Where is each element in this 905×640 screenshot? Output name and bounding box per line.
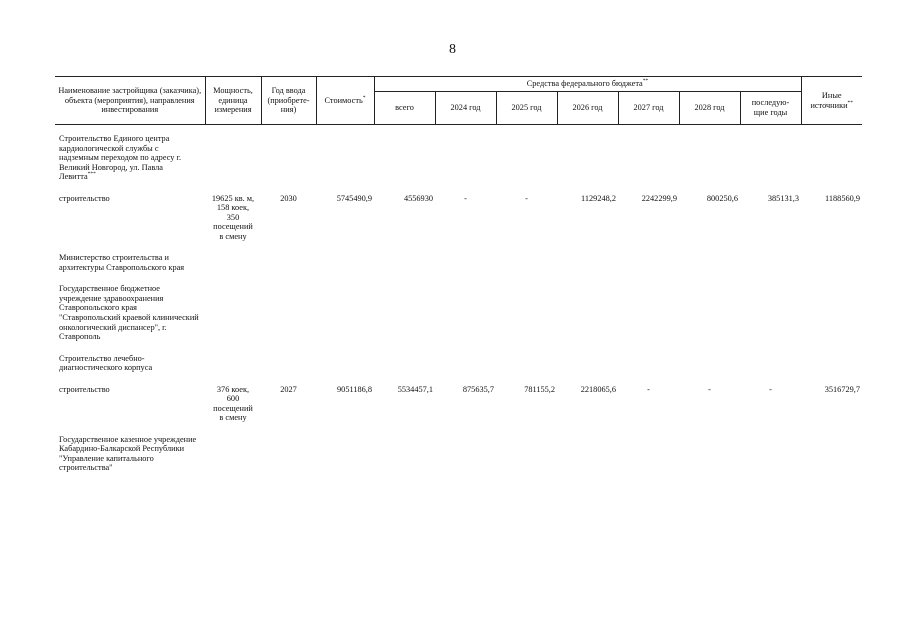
header-next-years: последую- щие годы bbox=[740, 92, 801, 125]
table-row bbox=[55, 134, 862, 182]
table-header bbox=[55, 77, 862, 125]
header-total: всего bbox=[374, 92, 435, 125]
y2025-cell: 781155,2 bbox=[524, 384, 555, 394]
table-row bbox=[55, 253, 862, 272]
header-2026: 2026 год bbox=[557, 92, 618, 125]
y2024-cell: - bbox=[464, 193, 467, 203]
header-year: Год ввода (приобрете- ния) bbox=[261, 77, 316, 125]
y2027-cell: 2242299,9 bbox=[641, 193, 677, 203]
header-2025: 2025 год bbox=[496, 92, 557, 125]
y2024-cell: 875635,7 bbox=[462, 384, 494, 394]
table-row bbox=[55, 354, 862, 373]
investment-table bbox=[55, 76, 862, 473]
y2025-cell: - bbox=[525, 193, 528, 203]
direction-name: строительство bbox=[59, 193, 110, 203]
next-years-cell: - bbox=[769, 384, 772, 394]
object-title: Строительство лечебно-диагностического корпуса bbox=[59, 353, 153, 373]
y2026-cell: 2218065,6 bbox=[580, 384, 616, 394]
header-name: Наименование застройщика (заказчика), объекта (мероприятия), направления инвестирования bbox=[55, 77, 205, 125]
header-2028: 2028 год bbox=[679, 92, 740, 125]
institution-name: Государственное казенное учреждение Кабардино-Балкарской Республики "Управление капитального строительства" bbox=[59, 434, 197, 473]
header-cost: Стоимость* bbox=[316, 77, 374, 125]
y2026-cell: 1129248,2 bbox=[581, 193, 616, 203]
other-sources-cell: 1188560,9 bbox=[825, 193, 860, 203]
header-2024: 2024 год bbox=[435, 92, 496, 125]
table-row bbox=[55, 435, 862, 473]
next-years-cell: 385131,3 bbox=[767, 193, 799, 203]
header-2027: 2027 год bbox=[618, 92, 679, 125]
other-sources-cell: 3516729,7 bbox=[824, 384, 860, 394]
capacity-cell: 19625 кв. м, 158 коек, 350 посещений в смену bbox=[211, 193, 255, 241]
total-cell: 4556930 bbox=[403, 193, 433, 203]
object-title: Строительство Единого центра кардиологической службы с надземным переходом по адресу г. Великий Новгород, ул. Павла Левитта*** bbox=[59, 134, 182, 182]
table-row bbox=[55, 385, 862, 423]
year-cell: 2027 bbox=[280, 384, 297, 394]
header-capacity: Мощность, единица измерения bbox=[205, 77, 261, 125]
direction-name: строительство bbox=[59, 384, 110, 394]
ministry-name: Министерство строительства и архитектуры Ставропольского края bbox=[59, 253, 185, 272]
y2027-cell: - bbox=[647, 384, 650, 394]
year-cell: 2030 bbox=[280, 193, 297, 203]
capacity-cell: 376 коек, 600 посещений в смену bbox=[213, 384, 253, 423]
cost-cell: 5745490,9 bbox=[336, 193, 372, 203]
y2028-cell: - bbox=[708, 384, 711, 394]
table-body bbox=[55, 125, 862, 473]
table-row bbox=[55, 284, 862, 341]
y2028-cell: 800250,6 bbox=[706, 193, 738, 203]
cost-cell: 9051186,8 bbox=[337, 384, 372, 394]
institution-name: Государственное бюджетное учреждение здравоохранения Ставропольского края "Ставропольский краевой клинический онкологический диспансер", г. Ставрополь bbox=[59, 284, 199, 342]
header-federal: Средства федерального бюджета** bbox=[374, 77, 801, 92]
page-number: 8 bbox=[449, 42, 456, 57]
total-cell: 5534457,1 bbox=[397, 384, 433, 394]
table-row bbox=[55, 194, 862, 242]
header-other: Иные источники** bbox=[801, 77, 862, 125]
